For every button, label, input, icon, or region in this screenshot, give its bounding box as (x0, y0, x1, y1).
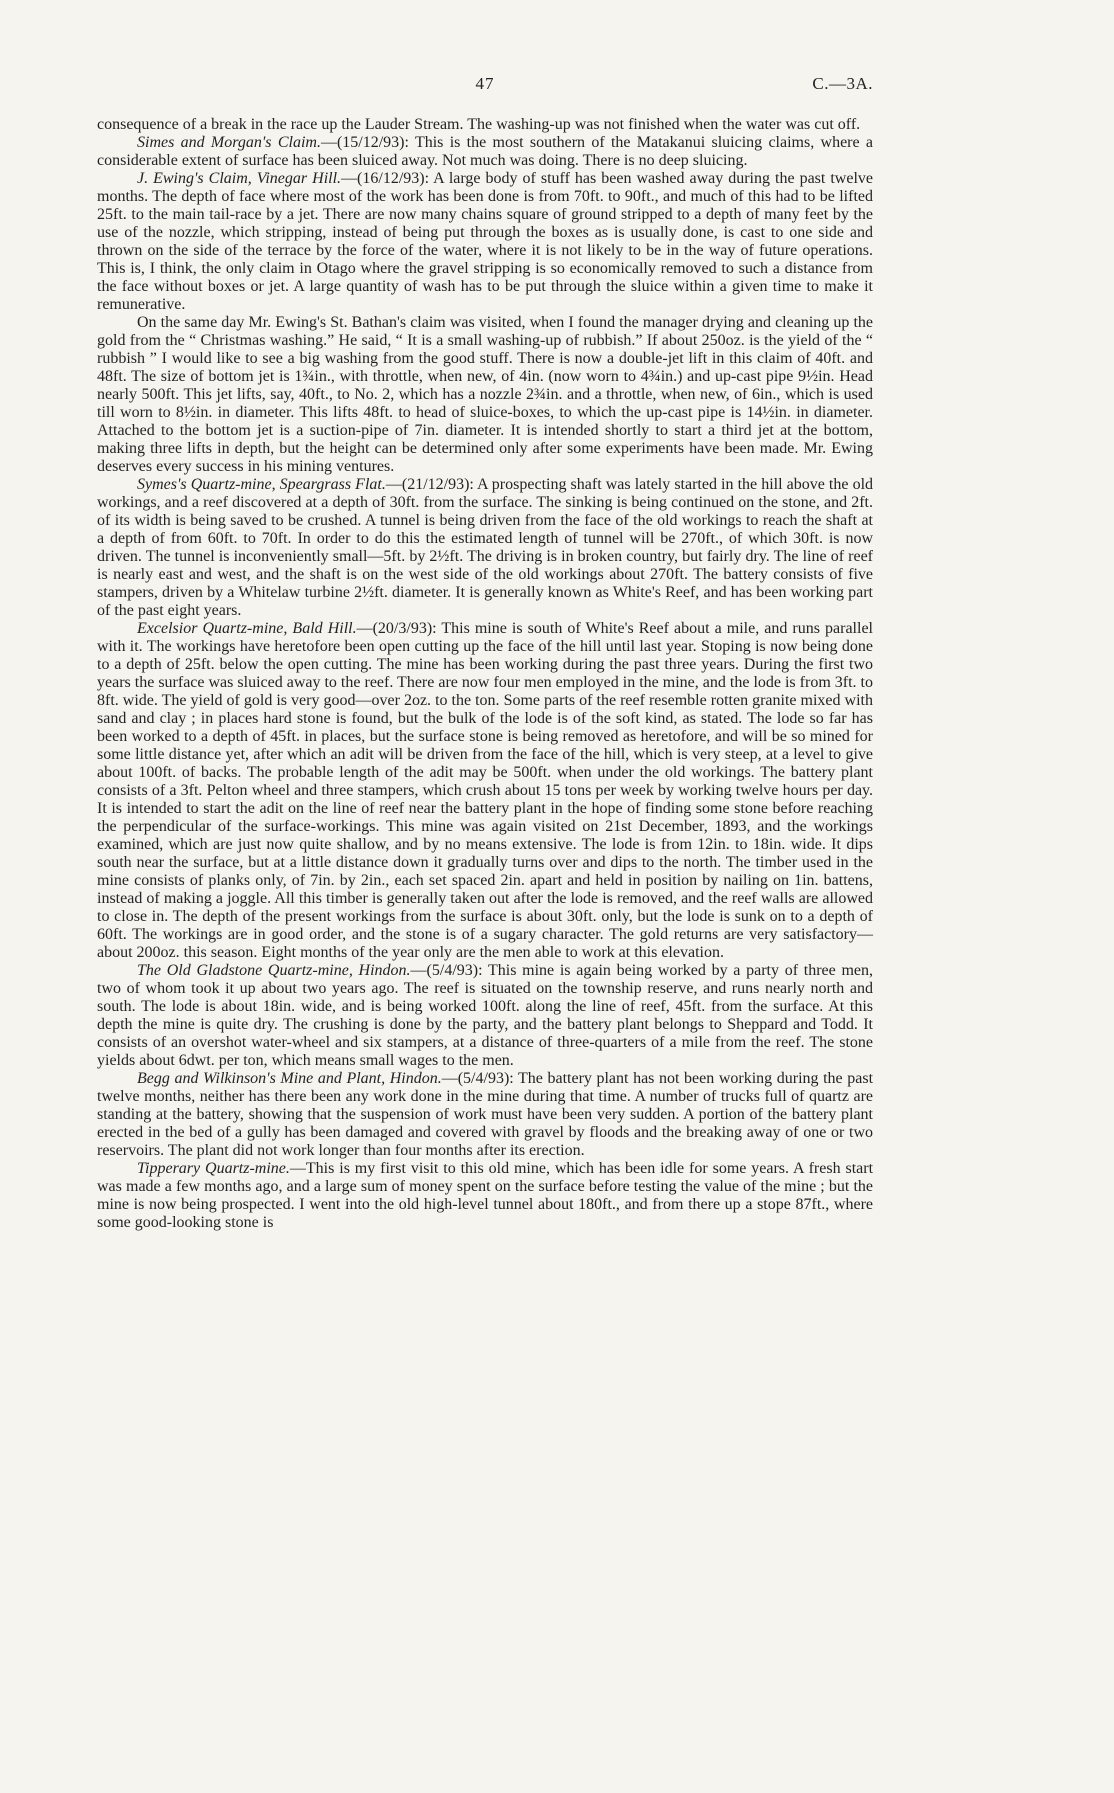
page-number: 47 (475, 74, 495, 93)
paragraph-text: —(20/3/93): This mine is south of White's Reef about a mile, and runs parallel with it. The workings have heretofore been open cutting up the face of the hill until last year. Stoping is now being done to a depth of 25ft. below the open cutting. The mine has been working during the past three years. During the first two years the surface was sluiced away to the reef. There are now four men employed in the mine, and the lode is from 3ft. to 8ft. wide. The yield of gold is very good—over 2oz. to the ton. Some parts of the reef resemble rotten granite mixed with sand and clay ; in places hard stone is found, but the bulk of the lode is of the soft kind, as stated. The lode so far has been worked to a depth of 45ft. in places, but the surface stone is being removed as heretofore, and will be so mined for some little distance yet, after which an adit will be driven from the face of the hill, which is very steep, at a level to give about 100ft. of backs. The probable length of the adit may be 500ft. when under the old workings. The battery plant consists of a 3ft. Pelton wheel and three stampers, which crush about 15 tons per week by working twelve hours per day. It is intended to start the adit on the line of reef near the battery plant in the hope of finding some stone before reaching the perpendicular of the surface-workings. This mine was again visited on 21st December, 1893, and the workings examined, which are just now quite shallow, and by no means extensive. The lode is from 12in. to 18in. wide. It dips south near the surface, but at a little distance down it gradually turns over and dips to the north. The timber used in the mine consists of planks only, of 7in. by 2in., each set spaced 2in. apart and held in position by nailing on 1in. battens, instead of making a joggle. All this timber is generally taken out after the lode is removed, and the reef walls are allowed to close in. The depth of the present workings from the surface is about 30ft. only, but the lode is sunk on to a depth of 60ft. The workings are in good order, and the stone is of a sugary character. The gold returns are very satisfactory—about 200oz. this season. Eight months of the year only are the men able to work at this elevation. (97, 620, 873, 961)
paragraph (97, 314, 873, 476)
claim-name: Simes and Morgan's Claim. (137, 134, 321, 151)
page-header (97, 74, 873, 96)
paragraph (97, 620, 873, 962)
paragraph (97, 476, 873, 620)
paragraph-text: —(16/12/93): A large body of stuff has been washed away during the past twelve months. The depth of face where most of the work has been done is from 70ft. to 90ft., and much of this had to be lifted 25ft. to the main tail-race by a jet. There are now many chains square of ground stripped to a depth of many feet by the use of the nozzle, which stripping, instead of being put through the boxes as is usually done, is cast to one side and thrown on the side of the terrace by the force of the water, where it is not likely to be in the way of future operations. This is, I think, the only claim in Otago where the gravel stripping is so economically removed to such a distance from the face without boxes or jet. A large quantity of wash has to be put through the sluice within a given time to make it remunerative. (97, 170, 873, 313)
paragraph (97, 134, 873, 170)
paragraph (97, 170, 873, 314)
paragraph-text: —This is my first visit to this old mine, which has been idle for some years. A fresh start was made a few months ago, and a large sum of money spent on the surface before testing the value of the mine ; but the mine is now being prospected. I went into the old high-level tunnel about 180ft., and from there up a stope 87ft., where some good-looking stone is (97, 1160, 874, 1231)
claim-name: Excelsior Quartz-mine, Bald Hill. (137, 620, 357, 637)
claim-name: Symes's Quartz-mine, Speargrass Flat. (137, 476, 386, 493)
claim-name: Begg and Wilkinson's Mine and Plant, Hindon. (137, 1070, 442, 1087)
claim-name: The Old Gladstone Quartz-mine, Hindon. (137, 962, 411, 979)
paragraph-text: —(5/4/93): The battery plant has not been working during the past twelve months, neither has there been any work done in the mine during that time. A number of trucks full of quartz are standing at the battery, showing that the suspension of work must have been very sudden. A portion of the battery plant erected in the bed of a gully has been damaged and covered with gravel by floods and the breaking away of one or two reservoirs. The plant did not work longer than four months after its erection. (97, 1070, 874, 1159)
paragraph (97, 1160, 873, 1232)
document-code: C.—3A. (812, 74, 873, 93)
paragraph-text: —(21/12/93): A prospecting shaft was lately started in the hill above the old workings, and a reef discovered at a depth of 30ft. from the surface. The sinking is being continued on the stone, and 2ft. of its width is being saved to be crushed. A tunnel is being driven from the face of the old workings to reach the shaft at a depth of from 60ft. to 70ft. In order to do this the estimated length of tunnel will be 270ft., of which 30ft. is now driven. The tunnel is inconveniently small—5ft. by 2½ft. The driving is in broken country, but fairly dry. The line of reef is nearly east and west, and the shaft is on the west side of the old workings about 270ft. The battery consists of five stampers, driven by a Whitelaw turbine 2½ft. diameter. It is generally known as White's Reef, and has been working part of the past eight years. (97, 476, 874, 619)
paragraph-text: consequence of a break in the race up the Lauder Stream. The washing-up was not finished when the water was cut off. (97, 116, 861, 133)
claim-name: Tipperary Quartz-mine. (137, 1160, 290, 1177)
paragraph-text: —(5/4/93): This mine is again being worked by a party of three men, two of whom took it up about two years ago. The reef is situated on the township reserve, and runs nearly north and south. The lode is about 18in. wide, and is being worked 100ft. along the line of reef, 45ft. from the surface. At this depth the mine is quite dry. The crushing is done by the party, and the battery plant belongs to Sheppard and Todd. It consists of an overshot water-wheel and six stampers, at a distance of three-quarters of a mile from the reef. The stone yields about 6dwt. per ton, which means small wages to the men. (97, 962, 874, 1069)
paragraph-continuation (97, 116, 873, 134)
paragraph-text: On the same day Mr. Ewing's St. Bathan's claim was visited, when I found the manager drying and cleaning up the gold from the “ Christmas washing.” He said, “ It is a small washing-up of rubbish.” If about 250oz. is the yield of the “ rubbish ” I would like to see a big washing from the good stuff. There is now a double-jet lift in this claim of 40ft. and 48ft. The size of bottom jet is 1¾in., with throttle, when new, of 4in. (now worn to 4¾in.) and up-cast pipe 9½in. Head nearly 500ft. This jet lifts, say, 40ft., to No. 2, which has a nozzle 2¾in. and a throttle, when new, of 6in., which is used till worn to 8½in. in diameter. This lifts 48ft. to head of sluice-boxes, to which the up-cast pipe is 14½in. in diameter. Attached to the bottom jet is a suction-pipe of 7in. diameter. It is intended shortly to start a third jet at the bottom, making three lifts in depth, but the height can be determined only after some experiments have been made. Mr. Ewing deserves every success in his mining ventures. (97, 314, 873, 475)
claim-name: J. Ewing's Claim, Vinegar Hill. (137, 170, 342, 187)
paragraph (97, 962, 873, 1070)
document-body (97, 116, 873, 1232)
paragraph (97, 1070, 873, 1160)
paragraph-text: —(15/12/93): This is the most southern of the Matakanui sluicing claims, where a considerable extent of surface has been sluiced away. Not much was doing. There is no deep sluicing. (97, 134, 874, 169)
